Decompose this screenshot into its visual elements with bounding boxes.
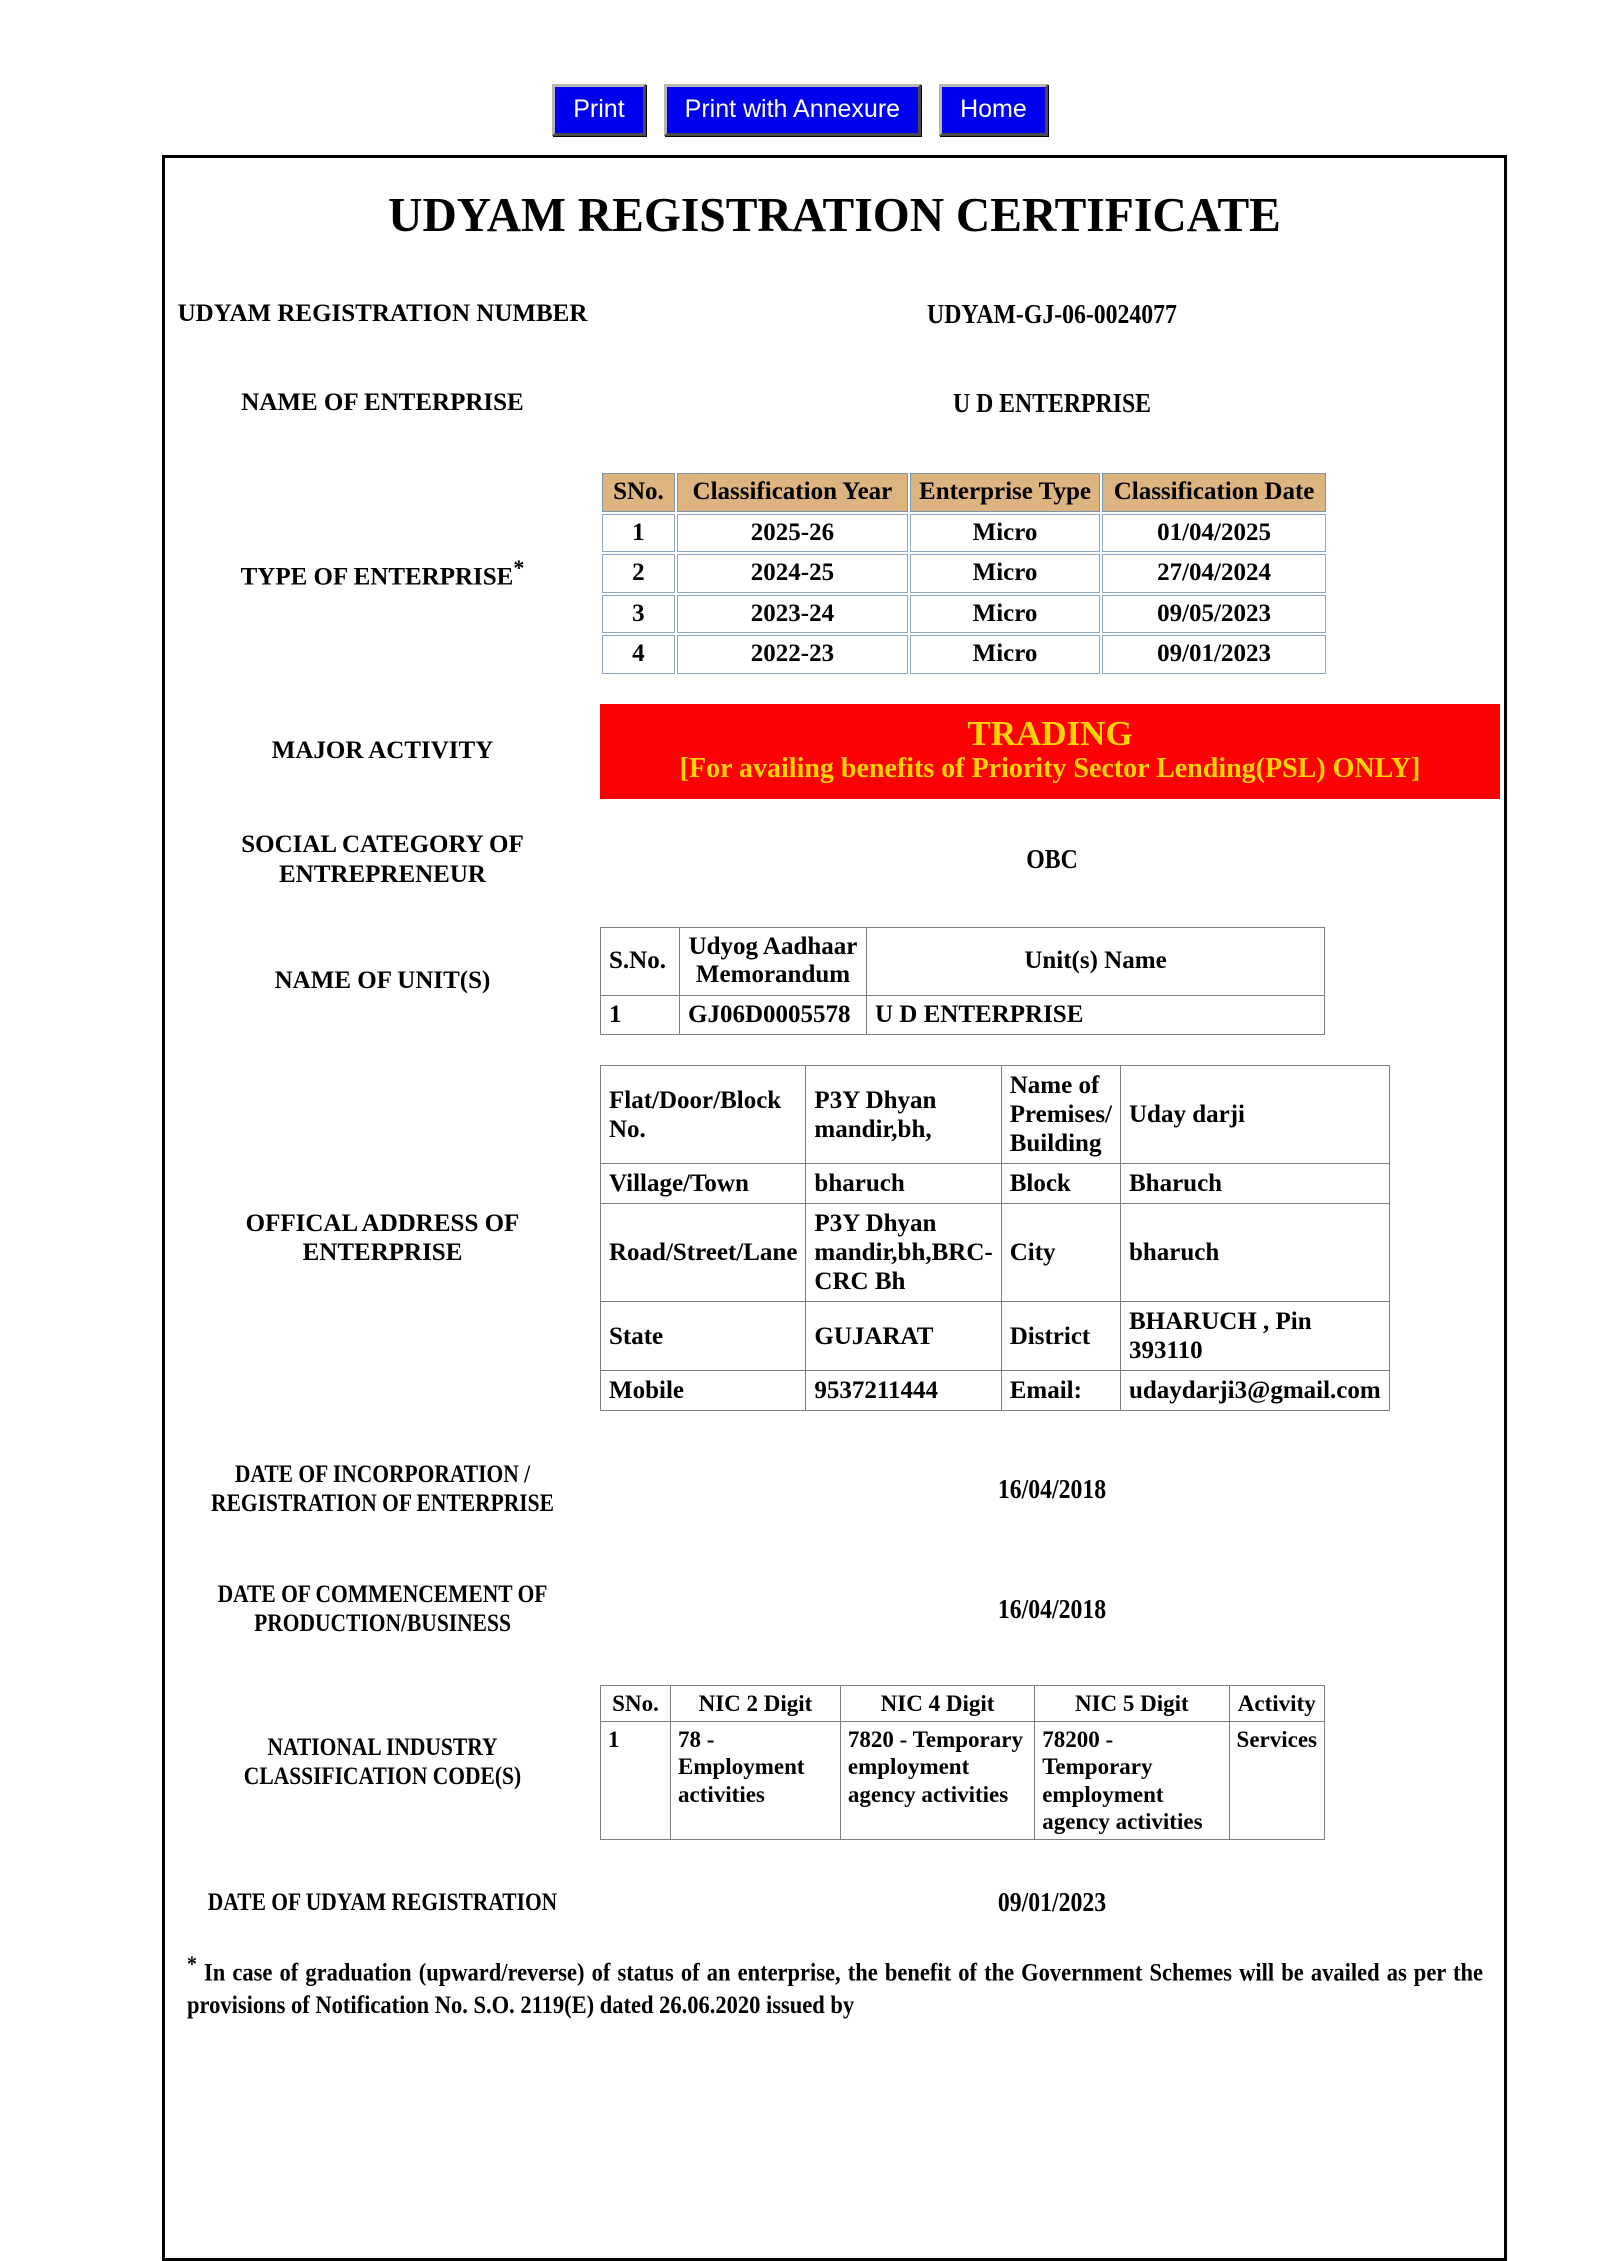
table-header-row bbox=[601, 1686, 1325, 1722]
cell-type: Micro bbox=[910, 635, 1100, 674]
cell-key-email: Email: bbox=[1001, 1371, 1120, 1411]
date-commencement-label: DATE OF COMMENCEMENT OF PRODUCTION/BUSINESS bbox=[217, 1580, 548, 1638]
enterprise-name-value: U D ENTERPRISE bbox=[952, 387, 1152, 418]
footnote-text: In case of graduation (upward/reverse) of status of an enterprise, the benefit of the Government Schemes will be availed as per the provisions of Notification No. S.O. 2119(E) dated 26.06.2020 issued by bbox=[187, 1959, 1483, 2019]
table-row bbox=[601, 1066, 1390, 1164]
table-row bbox=[602, 514, 1326, 553]
col-units-name: Unit(s) Name bbox=[867, 927, 1325, 995]
col-sno: S.No. bbox=[601, 927, 680, 995]
date-udyam-registration-value: 09/01/2023 bbox=[997, 1887, 1107, 1918]
cell-year: 2025-26 bbox=[677, 514, 908, 553]
cell-nic-5-digit: 78200 - Temporary employment agency activities bbox=[1035, 1722, 1229, 1840]
home-button[interactable]: Home bbox=[939, 84, 1048, 136]
address-table-wrap bbox=[600, 1065, 1504, 1411]
registration-number-value: UDYAM-GJ-06-0024077 bbox=[927, 298, 1177, 329]
row-official-address bbox=[165, 1065, 1504, 1411]
cell-year: 2023-24 bbox=[677, 595, 908, 634]
cell-key-premises-building: Name of Premises/ Building bbox=[1001, 1066, 1120, 1164]
col-activity: Activity bbox=[1229, 1686, 1324, 1722]
nic-table bbox=[600, 1685, 1325, 1840]
footnote-star: * bbox=[187, 1950, 197, 1976]
table-row bbox=[601, 1371, 1390, 1411]
col-classification-year: Classification Year bbox=[677, 473, 908, 512]
date-udyam-registration-label: DATE OF UDYAM REGISTRATION bbox=[207, 1889, 558, 1917]
cell-value-city: bharuch bbox=[1121, 1204, 1390, 1302]
cell-value-state: GUJARAT bbox=[806, 1302, 1001, 1371]
cell-key-city: City bbox=[1001, 1204, 1120, 1302]
cell-key-mobile: Mobile bbox=[601, 1371, 806, 1411]
cell-key-district: District bbox=[1001, 1302, 1120, 1371]
table-header-row bbox=[601, 927, 1325, 995]
major-activity-label: MAJOR ACTIVITY bbox=[271, 737, 494, 765]
social-category-label: SOCIAL CATEGORY OF ENTREPRENEUR bbox=[241, 831, 524, 888]
row-type-of-enterprise bbox=[165, 471, 1504, 676]
cell-key-block: Block bbox=[1001, 1164, 1120, 1204]
major-activity-banner bbox=[600, 704, 1500, 799]
date-incorporation-value: 16/04/2018 bbox=[997, 1473, 1107, 1504]
page-title: UDYAM REGISTRATION CERTIFICATE bbox=[388, 187, 1281, 242]
cell-value-premises-building: Uday darji bbox=[1121, 1066, 1390, 1164]
cell-key-state: State bbox=[601, 1302, 806, 1371]
toolbar bbox=[0, 84, 1600, 136]
major-activity-wrap bbox=[600, 704, 1504, 799]
table-row bbox=[601, 1722, 1325, 1840]
row-registration-number bbox=[165, 275, 1504, 353]
enterprise-name-label: NAME OF ENTERPRISE bbox=[241, 389, 524, 417]
col-udyog-aadhaar-memorandum: Udyog Aadhaar Memorandum bbox=[680, 927, 867, 995]
footnote bbox=[187, 1950, 1483, 2022]
cell-activity: Services bbox=[1229, 1722, 1324, 1840]
row-nic-codes bbox=[165, 1685, 1504, 1840]
cell-year: 2022-23 bbox=[677, 635, 908, 674]
col-sno: SNo. bbox=[601, 1686, 671, 1722]
cell-value-flat-door-block: P3Y Dhyan mandir,bh, bbox=[806, 1066, 1001, 1164]
cell-date: 09/01/2023 bbox=[1102, 635, 1326, 674]
nic-label: NATIONAL INDUSTRY CLASSIFICATION CODE(S) bbox=[243, 1733, 522, 1791]
type-of-enterprise-label bbox=[165, 555, 600, 592]
table-row bbox=[602, 635, 1326, 674]
cell-type: Micro bbox=[910, 514, 1100, 553]
units-table-wrap bbox=[600, 927, 1504, 1036]
cell-key-flat-door-block: Flat/Door/Block No. bbox=[601, 1066, 806, 1164]
col-enterprise-type: Enterprise Type bbox=[910, 473, 1100, 512]
date-commencement-value: 16/04/2018 bbox=[997, 1593, 1107, 1624]
table-row bbox=[601, 1164, 1390, 1204]
col-classification-date: Classification Date bbox=[1102, 473, 1326, 512]
row-name-of-units bbox=[165, 927, 1504, 1036]
cell-sno: 3 bbox=[602, 595, 675, 634]
cell-sno: 4 bbox=[602, 635, 675, 674]
cell-unit-name: U D ENTERPRISE bbox=[867, 995, 1325, 1035]
row-date-commencement bbox=[165, 1563, 1504, 1655]
name-of-units-label: NAME OF UNIT(S) bbox=[274, 967, 491, 995]
cell-uam: GJ06D0005578 bbox=[680, 995, 867, 1035]
row-major-activity bbox=[165, 704, 1504, 799]
type-of-enterprise-footnote-marker: * bbox=[513, 554, 525, 580]
cell-value-village-town: bharuch bbox=[806, 1164, 1001, 1204]
col-sno: SNo. bbox=[602, 473, 675, 512]
certificate-page bbox=[162, 155, 1507, 2261]
row-social-category bbox=[165, 829, 1504, 891]
cell-value-road-street-lane: P3Y Dhyan mandir,bh,BRC-CRC Bh bbox=[806, 1204, 1001, 1302]
cell-date: 09/05/2023 bbox=[1102, 595, 1326, 634]
registration-number-label: UDYAM REGISTRATION NUMBER bbox=[177, 300, 588, 328]
units-table bbox=[600, 927, 1325, 1036]
print-with-annexure-button[interactable]: Print with Annexure bbox=[664, 84, 921, 136]
cell-type: Micro bbox=[910, 554, 1100, 593]
cell-value-mobile: 9537211444 bbox=[806, 1371, 1001, 1411]
cell-sno: 1 bbox=[602, 514, 675, 553]
cell-key-village-town: Village/Town bbox=[601, 1164, 806, 1204]
cell-date: 01/04/2025 bbox=[1102, 514, 1326, 553]
type-of-enterprise-label-text: TYPE OF ENTERPRISE bbox=[240, 563, 514, 591]
cell-value-block: Bharuch bbox=[1121, 1164, 1390, 1204]
table-header-row bbox=[602, 473, 1326, 512]
row-date-udyam-registration bbox=[165, 1870, 1504, 1936]
cell-year: 2024-25 bbox=[677, 554, 908, 593]
nic-table-wrap bbox=[600, 1685, 1504, 1840]
cell-date: 27/04/2024 bbox=[1102, 554, 1326, 593]
major-activity-title: TRADING bbox=[967, 713, 1133, 753]
col-nic-2-digit: NIC 2 Digit bbox=[671, 1686, 841, 1722]
cell-value-district: BHARUCH , Pin 393110 bbox=[1121, 1302, 1390, 1371]
row-date-incorporation bbox=[165, 1443, 1504, 1535]
cell-sno: 1 bbox=[601, 995, 680, 1035]
table-row bbox=[602, 554, 1326, 593]
cell-value-email: udaydarji3@gmail.com bbox=[1121, 1371, 1390, 1411]
cell-sno: 1 bbox=[601, 1722, 671, 1840]
col-nic-4-digit: NIC 4 Digit bbox=[840, 1686, 1034, 1722]
cell-sno: 2 bbox=[602, 554, 675, 593]
col-nic-5-digit: NIC 5 Digit bbox=[1035, 1686, 1229, 1722]
table-row bbox=[601, 1204, 1390, 1302]
address-table bbox=[600, 1065, 1390, 1411]
cell-nic-2-digit: 78 - Employment activities bbox=[671, 1722, 841, 1840]
official-address-label: OFFICAL ADDRESS OF ENTERPRISE bbox=[245, 1209, 520, 1267]
major-activity-note: [For availing benefits of Priority Sector Lending(PSL) ONLY] bbox=[679, 753, 1421, 785]
date-incorporation-label: DATE OF INCORPORATION / REGISTRATION OF ENTERPRISE bbox=[211, 1460, 554, 1518]
table-row bbox=[601, 995, 1325, 1035]
social-category-value: OBC bbox=[1026, 844, 1078, 875]
table-row bbox=[601, 1302, 1390, 1371]
table-row bbox=[602, 595, 1326, 634]
classification-table-wrap bbox=[600, 471, 1504, 676]
print-button[interactable]: Print bbox=[552, 84, 645, 136]
cell-nic-4-digit: 7820 - Temporary employment agency activities bbox=[840, 1722, 1034, 1840]
cell-type: Micro bbox=[910, 595, 1100, 634]
cell-key-road-street-lane: Road/Street/Lane bbox=[601, 1204, 806, 1302]
row-enterprise-name bbox=[165, 381, 1504, 425]
classification-table bbox=[600, 471, 1328, 676]
